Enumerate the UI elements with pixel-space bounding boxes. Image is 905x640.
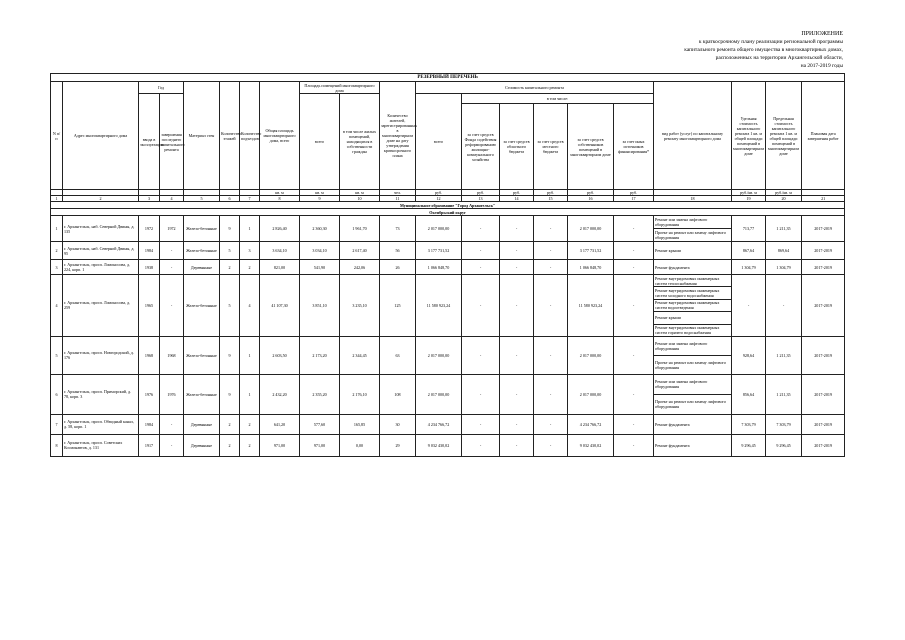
row-other: - xyxy=(614,260,654,275)
row-floors: 5 xyxy=(220,275,240,337)
col-cost-incl: в том числе: xyxy=(462,94,654,104)
appendix-line: капитального ремонта общего имущества в многоквартирных домах, xyxy=(684,47,843,53)
row-term: 2017-2019 xyxy=(802,216,845,242)
row-limit-cost: 1 211,35 xyxy=(766,216,802,242)
row-number: 7 xyxy=(51,414,63,434)
column-number: 5 xyxy=(184,196,220,202)
row-residents: 125 xyxy=(380,275,416,337)
row-year-built: 1984 xyxy=(139,414,160,434)
col-residents: Количество жителей, зарегистрированных в многоквартирном доме на дату утверждения краткосрочного плана xyxy=(380,82,416,190)
col-premises-all: всего xyxy=(300,94,340,190)
unit-cell: руб. xyxy=(416,190,462,196)
row-residents: 63 xyxy=(380,336,416,374)
row-cost: 2 017 000,00 xyxy=(416,336,462,374)
row-local: - xyxy=(534,260,568,275)
row-address: г. Архангельск, наб. Северной Двины, д. 95 xyxy=(63,242,139,260)
column-number: 15 xyxy=(534,196,568,202)
row-area-premises: 577,60 xyxy=(300,414,340,434)
row-limit-cost: 1 211,35 xyxy=(766,336,802,374)
row-number: 6 xyxy=(51,374,63,414)
row-other: - xyxy=(614,336,654,374)
column-number: 11 xyxy=(380,196,416,202)
row-cost: 2 017 000,00 xyxy=(416,216,462,242)
row-cost: 3 177 731,52 xyxy=(416,242,462,260)
column-number: 16 xyxy=(568,196,614,202)
col-term: Плановая дата завершения работ xyxy=(802,82,845,190)
table-row xyxy=(51,434,845,456)
district-row: Октябрьский округ xyxy=(51,209,845,216)
unit-cell: руб./кв. м xyxy=(766,190,802,196)
row-limit-cost: 1 211,35 xyxy=(766,374,802,414)
row-other: - xyxy=(614,275,654,337)
row-address: г. Архангельск, просп. Советских Космонавтов, д. 131 xyxy=(63,434,139,456)
row-regional: - xyxy=(500,275,534,337)
row-area-owned: 165,85 xyxy=(340,414,380,434)
row-work-type: Ремонт или замена лифтового оборудования xyxy=(654,336,732,355)
row-area-premises: 541,90 xyxy=(300,260,340,275)
col-floors: Количество этажей xyxy=(220,82,240,190)
row-year-built: 1968 xyxy=(139,336,160,374)
row-area-owned: 1 961,70 xyxy=(340,216,380,242)
column-number: 12 xyxy=(416,196,462,202)
row-local: - xyxy=(534,336,568,374)
row-area-premises: 2 173,20 xyxy=(300,336,340,374)
row-address: г. Архангельск, просп. Приморский, д. 78, корп. 3 xyxy=(63,374,139,414)
row-owners: 2 017 000,00 xyxy=(568,336,614,374)
table-row xyxy=(51,336,845,355)
row-fund: - xyxy=(462,374,500,414)
row-unit-cost: 867,64 xyxy=(732,242,766,260)
row-area-owned: 0,00 xyxy=(340,434,380,456)
row-work-type: Ремонт или замена лифтового оборудования xyxy=(654,216,732,229)
table-row xyxy=(51,260,845,275)
row-floors: 2 xyxy=(220,434,240,456)
unit-cell: руб. xyxy=(614,190,654,196)
row-work-type: Ремонт крыши xyxy=(654,312,732,324)
row-other: - xyxy=(614,374,654,414)
col-fund: за счет средств Фонда содействия реформированию жилищно-коммунального хозяйства xyxy=(462,104,500,190)
col-area-premises: Площадь помещений многоквартирного дома xyxy=(300,82,380,94)
row-owners: 3 177 731,52 xyxy=(568,242,614,260)
row-number: 2 xyxy=(51,242,63,260)
row-area-premises: 3 851,10 xyxy=(300,275,340,337)
row-work-type: Проект на ремонт или замену лифтового оборудования xyxy=(654,355,732,374)
appendix-line: к краткосрочному плану реализации региональной программы xyxy=(698,39,843,45)
row-year-built: 1984 xyxy=(139,242,160,260)
appendix-line: на 2017-2019 годы xyxy=(800,63,843,69)
unit-cell: кв. м xyxy=(340,190,380,196)
row-area-total: 2 432,20 xyxy=(260,374,300,414)
row-term: 2017-2019 xyxy=(802,275,845,337)
row-year-last: 1972 xyxy=(160,216,184,242)
row-cost: 2 017 000,00 xyxy=(416,374,462,414)
col-year-last: завершения последнего капитального ремонта xyxy=(160,94,184,190)
row-limit-cost: - xyxy=(766,275,802,337)
row-local: - xyxy=(534,374,568,414)
column-number: 7 xyxy=(240,196,260,202)
row-other: - xyxy=(614,434,654,456)
row-entrances: 2 xyxy=(240,434,260,456)
row-work-type: Ремонт внутридомовых инженерных систем холодного водоснабжения xyxy=(654,287,732,299)
row-residents: 56 xyxy=(380,242,416,260)
row-local: - xyxy=(534,275,568,337)
row-area-owned: 3 235,10 xyxy=(340,275,380,337)
col-local: за счет средств местного бюджета xyxy=(534,104,568,190)
row-regional: - xyxy=(500,434,534,456)
col-entrances: Количество подъездов xyxy=(240,82,260,190)
row-address: г. Архангельск, просп. Обводный канал, д. 58, корп. 1 xyxy=(63,414,139,434)
unit-cell: руб./кв. м xyxy=(732,190,766,196)
row-area-owned: 2 617,40 xyxy=(340,242,380,260)
row-cost: 4 234 766,72 xyxy=(416,414,462,434)
row-residents: 108 xyxy=(380,374,416,414)
row-year-built: 1976 xyxy=(139,374,160,414)
row-local: - xyxy=(534,216,568,242)
row-other: - xyxy=(614,242,654,260)
row-area-total: 41 107,30 xyxy=(260,275,300,337)
row-fund: - xyxy=(462,336,500,374)
row-entrances: 1 xyxy=(240,216,260,242)
row-wall: Деревянные xyxy=(184,434,220,456)
row-area-owned: 242,06 xyxy=(340,260,380,275)
row-year-last: - xyxy=(160,260,184,275)
row-floors: 2 xyxy=(220,260,240,275)
row-year-last: - xyxy=(160,414,184,434)
row-number: 4 xyxy=(51,275,63,337)
row-fund: - xyxy=(462,216,500,242)
col-other: за счет иных источников финансирования* xyxy=(614,104,654,190)
row-entrances: 4 xyxy=(240,275,260,337)
col-limit-cost: Предельная стоимость капитального ремонта 1 кв. м общей площади помещений в многоквартирном доме xyxy=(766,82,802,190)
row-year-last: - xyxy=(160,242,184,260)
row-work-type: Ремонт внутридомовых инженерных систем водоотведения xyxy=(654,299,732,311)
row-floors: 9 xyxy=(220,374,240,414)
row-year-built: 1972 xyxy=(139,216,160,242)
row-year-last: - xyxy=(160,275,184,337)
row-owners: 11 580 923,24 xyxy=(568,275,614,337)
col-area-total: Общая площадь многоквартирного дома, всего xyxy=(260,82,300,190)
row-wall: Железо-бетонные xyxy=(184,336,220,374)
row-other: - xyxy=(614,216,654,242)
row-work-type: Ремонт или замена лифтового оборудования xyxy=(654,374,732,394)
row-work-type: Ремонт фундамента xyxy=(654,414,732,434)
table-row xyxy=(51,275,845,287)
col-year-built: ввода в эксплуатацию xyxy=(139,94,160,190)
row-number: 8 xyxy=(51,434,63,456)
column-number: 14 xyxy=(500,196,534,202)
row-term: 2017-2019 xyxy=(802,374,845,414)
row-wall: Деревянные xyxy=(184,414,220,434)
unit-cell: руб. xyxy=(534,190,568,196)
column-number: 4 xyxy=(160,196,184,202)
row-area-premises: 2 355,20 xyxy=(300,374,340,414)
row-area-total: 2 603,50 xyxy=(260,336,300,374)
row-year-last: 1968 xyxy=(160,336,184,374)
row-unit-cost: 713,77 xyxy=(732,216,766,242)
row-owners: 4 234 766,72 xyxy=(568,414,614,434)
col-cost-all: всего xyxy=(416,94,462,190)
row-address: г. Архангельск, просп. Ломоносова, д. 224, корп. 1 xyxy=(63,260,139,275)
row-number: 5 xyxy=(51,336,63,374)
row-fund: - xyxy=(462,434,500,456)
row-area-total: 3 634,10 xyxy=(260,242,300,260)
row-owners: 2 017 000,00 xyxy=(568,216,614,242)
row-local: - xyxy=(534,242,568,260)
column-number: 10 xyxy=(340,196,380,202)
row-residents: 30 xyxy=(380,414,416,434)
row-other: - xyxy=(614,414,654,434)
row-year-built: 1938 xyxy=(139,260,160,275)
row-floors: 5 xyxy=(220,242,240,260)
row-regional: - xyxy=(500,216,534,242)
column-number: 20 xyxy=(766,196,802,202)
appendix-line: расположенных на территории Архангельской области, xyxy=(715,55,843,61)
row-regional: - xyxy=(500,374,534,414)
column-number: 13 xyxy=(462,196,500,202)
row-wall: Деревянные xyxy=(184,260,220,275)
row-local: - xyxy=(534,414,568,434)
row-work-type: Ремонт фундамента xyxy=(654,434,732,456)
row-unit-cost: 856,64 xyxy=(732,374,766,414)
table-row xyxy=(51,242,845,260)
row-cost: 1 066 848,70 xyxy=(416,260,462,275)
column-number: 6 xyxy=(220,196,240,202)
row-area-premises: 3 034,10 xyxy=(300,242,340,260)
row-area-owned: 2 344,45 xyxy=(340,336,380,374)
row-unit-cost: 1 304,79 xyxy=(732,260,766,275)
col-cost-group: Стоимость капитального ремонта xyxy=(416,82,654,94)
unit-cell: кв. м xyxy=(260,190,300,196)
row-unit-cost: 9 296,45 xyxy=(732,434,766,456)
unit-cell: руб. xyxy=(568,190,614,196)
row-work-type: Ремонт внутридомовых инженерных систем теплоснабжения xyxy=(654,275,732,287)
row-wall: Железо-бетонные xyxy=(184,242,220,260)
row-fund: - xyxy=(462,260,500,275)
row-year-built: 1917 xyxy=(139,434,160,456)
row-owners: 2 017 000,00 xyxy=(568,374,614,414)
unit-cell: кв. м xyxy=(300,190,340,196)
row-floors: 9 xyxy=(220,336,240,374)
row-unit-cost: 928,64 xyxy=(732,336,766,374)
table-row xyxy=(51,216,845,229)
table-title: РЕЗЕРВНЫЙ ПЕРЕЧЕНЬ xyxy=(51,74,845,82)
appendix-title: ПРИЛОЖЕНИЕ xyxy=(801,31,843,37)
row-work-type: Проект на ремонт или замену лифтового оборудования xyxy=(654,229,732,242)
row-regional: - xyxy=(500,336,534,374)
municipality-row: Муниципальное образование "Город Архангельск" xyxy=(51,202,845,209)
row-term: 2017-2019 xyxy=(802,414,845,434)
row-area-premises: 2 360,30 xyxy=(300,216,340,242)
row-cost: 9 032 430,02 xyxy=(416,434,462,456)
row-unit-cost: 7 303,79 xyxy=(732,414,766,434)
row-year-built: 1965 xyxy=(139,275,160,337)
col-premises-owned: в том числе жилых помещений, находящихся в собственности граждан xyxy=(340,94,380,190)
row-unit-cost: - xyxy=(732,275,766,337)
row-year-last: - xyxy=(160,434,184,456)
row-regional: - xyxy=(500,414,534,434)
col-num: N п/п xyxy=(51,82,63,190)
row-area-premises: 971,00 xyxy=(300,434,340,456)
row-number: 3 xyxy=(51,260,63,275)
col-owners: за счет средств собственников помещений в многоквартирном доме xyxy=(568,104,614,190)
row-work-type: Ремонт крыши xyxy=(654,242,732,260)
row-work-type: Ремонт внутридомовых инженерных систем горячего водоснабжения xyxy=(654,324,732,336)
column-number: 3 xyxy=(139,196,160,202)
column-number: 2 xyxy=(63,196,139,202)
column-number: 18 xyxy=(654,196,732,202)
row-local: - xyxy=(534,434,568,456)
col-year-group: Год xyxy=(139,82,184,94)
row-address: г. Архангельск, наб. Северной Двины, д. 135 xyxy=(63,216,139,242)
column-number: 17 xyxy=(614,196,654,202)
row-residents: 26 xyxy=(380,260,416,275)
row-year-last: 1976 xyxy=(160,374,184,414)
row-address: г. Архангельск, просп. Новгородский, д. 176 xyxy=(63,336,139,374)
row-term: 2017-2019 xyxy=(802,434,845,456)
row-area-total: 821,00 xyxy=(260,260,300,275)
col-wall: Материал стен xyxy=(184,82,220,190)
row-term: 2017-2019 xyxy=(802,260,845,275)
row-area-total: 2 826,40 xyxy=(260,216,300,242)
unit-cell: чел. xyxy=(380,190,416,196)
col-address: Адрес многоквартирного дома xyxy=(63,82,139,190)
row-owners: 9 032 430,02 xyxy=(568,434,614,456)
column-number: 9 xyxy=(300,196,340,202)
row-area-owned: 2 176,10 xyxy=(340,374,380,414)
row-limit-cost: 7 303,79 xyxy=(766,414,802,434)
col-works: вид работ (услуг) по капитальному ремонту многоквартирного дома xyxy=(654,82,732,190)
row-entrances: 2 xyxy=(240,414,260,434)
row-floors: 2 xyxy=(220,414,240,434)
unit-cell: руб. xyxy=(462,190,500,196)
row-area-total: 971,00 xyxy=(260,434,300,456)
row-entrances: 1 xyxy=(240,336,260,374)
row-wall: Железо-бетонные xyxy=(184,216,220,242)
unit-cell: руб. xyxy=(500,190,534,196)
row-work-type: Ремонт фундамента xyxy=(654,260,732,275)
row-wall: Железо-бетонные xyxy=(184,374,220,414)
appendix-header xyxy=(543,30,843,70)
row-term: 2017-2019 xyxy=(802,242,845,260)
row-limit-cost: 869,64 xyxy=(766,242,802,260)
row-entrances: 3 xyxy=(240,242,260,260)
row-cost: 11 580 923,24 xyxy=(416,275,462,337)
table-row xyxy=(51,414,845,434)
row-address: г. Архангельск, просп. Ломоносова, д. 259 xyxy=(63,275,139,337)
column-number: 19 xyxy=(732,196,766,202)
column-number: 1 xyxy=(51,196,63,202)
row-limit-cost: 1 304,79 xyxy=(766,260,802,275)
table-row xyxy=(51,374,845,394)
row-residents: 73 xyxy=(380,216,416,242)
row-number: 1 xyxy=(51,216,63,242)
row-limit-cost: 9 296,45 xyxy=(766,434,802,456)
row-work-type: Проект на ремонт или замену лифтового оборудования xyxy=(654,394,732,414)
row-regional: - xyxy=(500,242,534,260)
row-fund: - xyxy=(462,414,500,434)
reserve-list-table xyxy=(50,73,845,457)
row-fund: - xyxy=(462,275,500,337)
row-entrances: 1 xyxy=(240,374,260,414)
row-term: 2017-2019 xyxy=(802,336,845,374)
row-fund: - xyxy=(462,242,500,260)
col-unit-cost: Удельная стоимость капитального ремонта 1 кв. м общей площади помещений в многоквартирном доме xyxy=(732,82,766,190)
row-residents: 29 xyxy=(380,434,416,456)
col-regional: за счет средств областного бюджета xyxy=(500,104,534,190)
column-number: 21 xyxy=(802,196,845,202)
row-regional: - xyxy=(500,260,534,275)
column-number: 8 xyxy=(260,196,300,202)
row-owners: 1 066 848,70 xyxy=(568,260,614,275)
row-floors: 9 xyxy=(220,216,240,242)
row-wall: Железо-бетонные xyxy=(184,275,220,337)
row-area-total: 641,20 xyxy=(260,414,300,434)
row-entrances: 2 xyxy=(240,260,260,275)
